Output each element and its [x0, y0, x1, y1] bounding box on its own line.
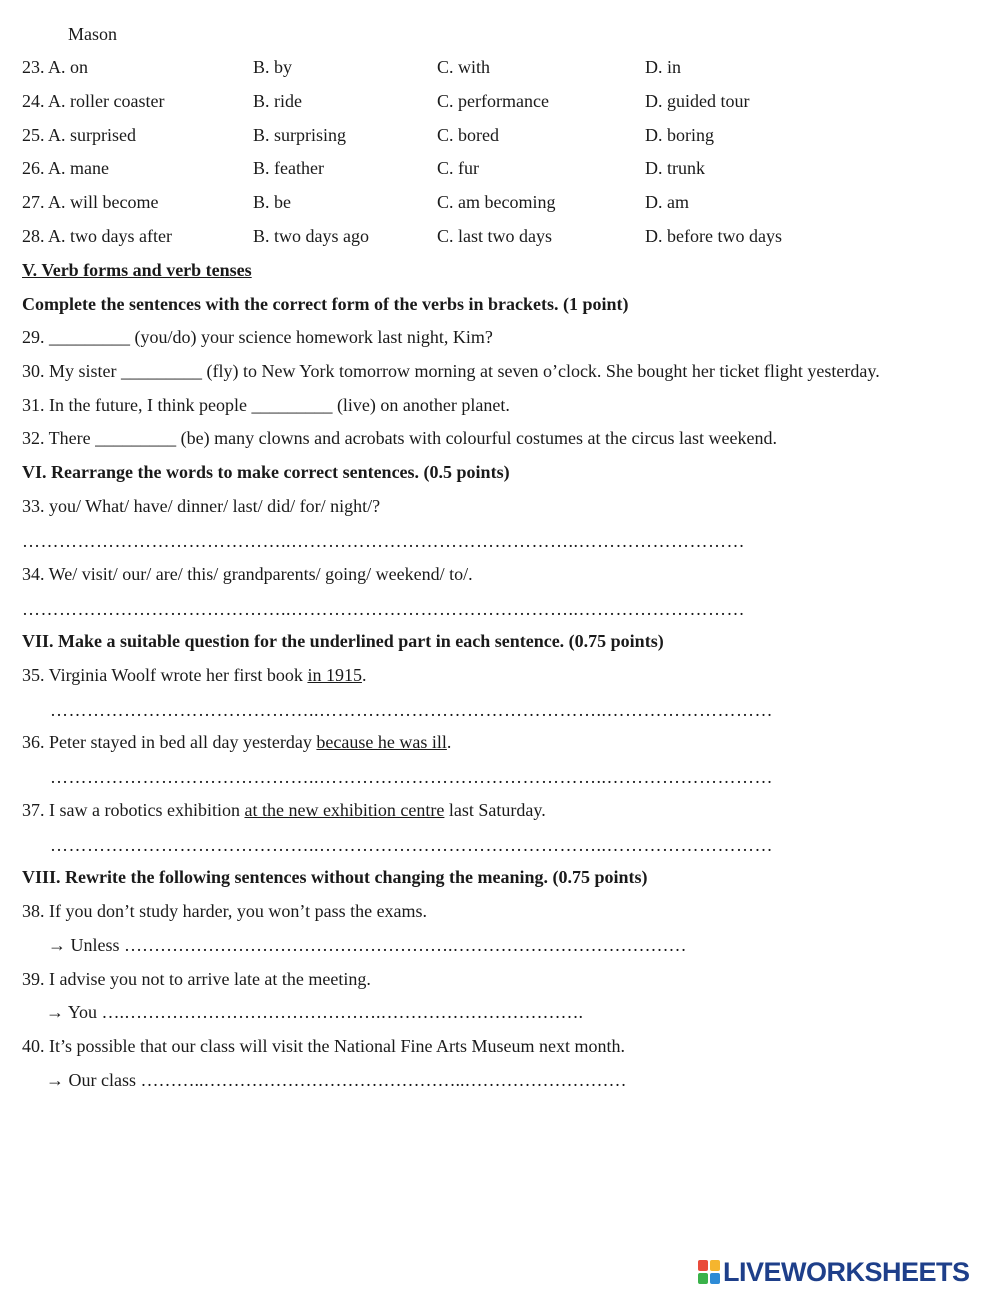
- option-d: D. boring: [645, 125, 714, 145]
- logo-text: LIVEWORKSHEETS: [723, 1256, 970, 1287]
- question-33: 33. you/ What/ have/ dinner/ last/ did/ for/ night/?: [22, 496, 381, 516]
- question-36-end: .: [446, 732, 452, 752]
- question-38: 38. If you don’t study harder, you won’t pass the exams.: [22, 901, 428, 921]
- option-c: C. performance: [437, 91, 549, 111]
- option-a: 24. A. roller coaster: [22, 91, 165, 111]
- option-b: B. ride: [253, 91, 302, 111]
- option-c: C. fur: [437, 158, 479, 178]
- section-viii-heading: VIII. Rewrite the following sentences without changing the meaning. (0.75 points): [22, 867, 648, 887]
- option-a: 26. A. mane: [22, 158, 109, 178]
- option-a: 27. A. will become: [22, 192, 159, 212]
- question-36: [22, 731, 451, 753]
- answer-line-34[interactable]: ……………………………………..………………………………………..………………………: [22, 599, 745, 619]
- section-v-heading: V. Verb forms and verb tenses: [22, 260, 252, 280]
- mc-row-28: [22, 225, 1000, 247]
- mc-row-24: [22, 90, 1000, 112]
- option-a: 23. A. on: [22, 57, 89, 77]
- option-c: C. last two days: [437, 226, 552, 246]
- section-vii-heading: VII. Make a suitable question for the underlined part in each sentence. (0.75 points): [22, 631, 664, 651]
- mc-row-26: [22, 157, 1000, 179]
- option-c: C. with: [437, 57, 491, 77]
- section-vi-heading: VI. Rearrange the words to make correct sentences. (0.5 points): [22, 462, 510, 482]
- option-d: D. trunk: [645, 158, 705, 178]
- answer-line-33[interactable]: ……………………………………..………………………………………..………………………: [22, 531, 745, 551]
- answer-line-37[interactable]: ……………………………………..………………………………………..………………………: [50, 835, 773, 855]
- question-35-end: .: [361, 665, 367, 685]
- answer-line-35[interactable]: ……………………………………..………………………………………..………………………: [50, 700, 773, 720]
- question-37-underlined: at the new exhibition centre: [244, 800, 445, 820]
- mc-row-27: [22, 191, 1000, 213]
- top-name: Mason: [68, 24, 117, 44]
- answer-40[interactable]: → Our class ………..……………………………………..………………………: [46, 1070, 627, 1090]
- answer-39[interactable]: → You ….…………………………………….…………………………….: [46, 1002, 584, 1022]
- answer-line-36[interactable]: ……………………………………..………………………………………..………………………: [50, 767, 773, 787]
- option-d: D. guided tour: [645, 91, 750, 111]
- option-d: D. am: [645, 192, 689, 212]
- question-31: 31. In the future, I think people _________ (live) on another planet.: [22, 395, 510, 415]
- option-b: B. by: [253, 57, 293, 77]
- section-v-instruction: Complete the sentences with the correct form of the verbs in brackets. (1 point): [22, 294, 629, 314]
- question-37: [22, 799, 546, 821]
- question-35: [22, 664, 366, 686]
- option-d: D. in: [645, 57, 681, 77]
- option-a: 25. A. surprised: [22, 125, 136, 145]
- question-30: 30. My sister _________ (fly) to New York tomorrow morning at seven o’clock. She bought her ticket flight yesterday.: [22, 361, 880, 381]
- option-b: B. two days ago: [253, 226, 369, 246]
- question-36-text: 36. Peter stayed in bed all day yesterday: [22, 732, 317, 752]
- question-29: 29. _________ (you/do) your science homework last night, Kim?: [22, 327, 493, 347]
- question-34: 34. We/ visit/ our/ are/ this/ grandparents/ going/ weekend/ to/.: [22, 564, 473, 584]
- question-32: 32. There _________ (be) many clowns and acrobats with colourful costumes at the circus last weekend.: [22, 428, 777, 448]
- liveworksheets-logo: [698, 1257, 970, 1287]
- question-37-text: 37. I saw a robotics exhibition: [22, 800, 245, 820]
- question-39: 39. I advise you not to arrive late at the meeting.: [22, 969, 371, 989]
- mc-row-23: [22, 56, 1000, 78]
- option-d: D. before two days: [645, 226, 782, 246]
- question-37-end: last Saturday.: [444, 800, 546, 820]
- option-b: B. surprising: [253, 125, 347, 145]
- option-a: 28. A. two days after: [22, 226, 172, 246]
- question-36-underlined: because he was ill: [316, 732, 447, 752]
- option-c: C. bored: [437, 125, 499, 145]
- question-35-text: 35. Virginia Woolf wrote her first book: [22, 665, 308, 685]
- question-35-underlined: in 1915: [307, 665, 362, 685]
- option-b: B. be: [253, 192, 291, 212]
- answer-38[interactable]: → Unless ……………………………………………….…………………………………: [48, 935, 687, 955]
- mc-row-25: [22, 124, 1000, 146]
- logo-blocks-icon: [698, 1260, 720, 1284]
- option-b: B. feather: [253, 158, 324, 178]
- question-40: 40. It’s possible that our class will visit the National Fine Arts Museum next month.: [22, 1036, 625, 1056]
- option-c: C. am becoming: [437, 192, 556, 212]
